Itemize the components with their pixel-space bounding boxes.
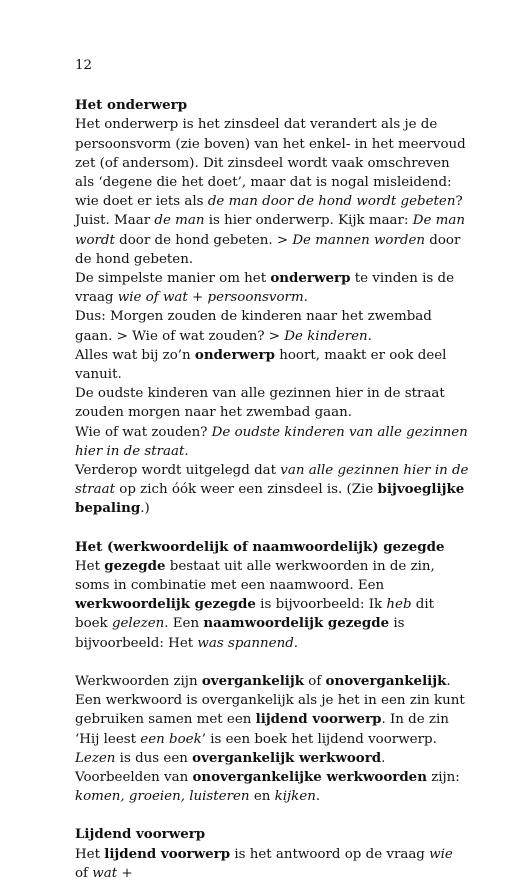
paragraph: Het lijdend voorwerp is het antwoord op de vraag wie of wat + [75,845,453,881]
page-number: 12 [75,58,93,73]
paragraph: De oudste kinderen van alle gezinnen hier in de straat zouden morgen naar het zwembad gaan. [75,386,445,421]
paragraph-spacer [75,806,469,825]
paragraph-spacer [75,519,469,538]
paragraph: Lezen is dus een overgankelijk werkwoord. Voorbeelden van onovergankelijke werkwoorden zijn: komen, groeien, luisteren en kijken. [75,749,460,805]
paragraph: Het onderwerp is het zinsdeel dat verandert als je de persoonsvorm (zie boven) van het enkel- in het meervoud zet (of andersom). Dit zinsdeel wordt vaak omschreven als ‘degene die het doet’, maar dat is nogal misleidend: wie doet er iets als de man door de hond wordt gebeten? Juist. Maar de man is hier onderwerp. Kijk maar: De man wordt door de hond gebeten. > De mannen worden door de hond gebeten. [75,117,466,267]
paragraph: De simpelste manier om het onderwerp te vinden is de vraag wie of wat + persoonsvorm. [75,270,455,306]
paragraph: Alles wat bij zo’n onderwerp hoort, maakt er ook deel vanuit. [75,346,447,383]
section-heading-onderwerp: Het onderwerp [75,97,188,114]
paragraph: Werkwoorden zijn overgankelijk of onovergankelijk. Een werkwoord is overgankelijk als je het in een zin kunt gebruiken samen met een lijdend voorwerp. In de zin ‘Hij leest een boek’ is een boek het lijdend voorwerp. [75,672,465,747]
section-heading-gezegde: Het (werkwoordelijk of naamwoordelijk) gezegde [75,538,445,555]
paragraph: Het gezegde bestaat uit alle werkwoorden in de zin, soms in combinatie met een naamwoord. Een werkwoordelijk gezegde is bijvoorbeeld: Ik heb dit boek gelezen. Een naamwoordelijk gezegde is bijvoorbeeld: Het was spannend. [75,557,435,651]
paragraph: Dus: Morgen zouden de kinderen naar het zwembad gaan. > Wie of wat zouden? > De kinderen. [75,309,432,344]
paragraph: Verderop wordt uitgelegd dat van alle gezinnen hier in de straat op zich óók weer een zinsdeel is. (Zie bijvoeglijke bepaling.) [75,463,469,517]
paragraph-spacer [75,653,469,672]
section-heading-lijdend-voorwerp: Lijdend voorwerp [75,826,206,843]
paragraph: Wie of wat zouden? De oudste kinderen van alle gezinnen hier in de straat. [75,424,468,459]
